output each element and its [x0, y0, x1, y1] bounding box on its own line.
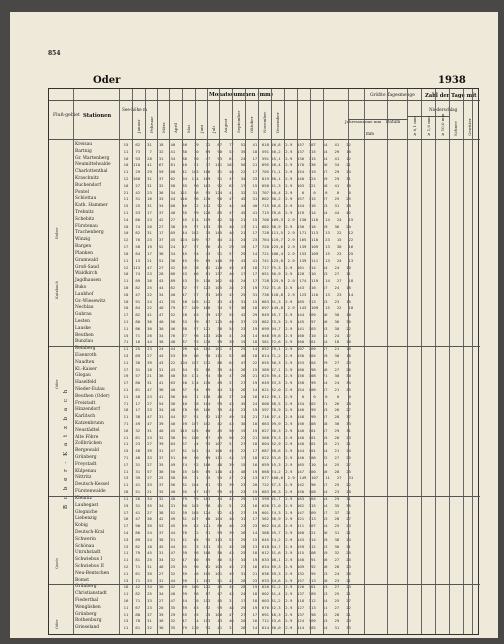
- month-label: April: [173, 123, 178, 133]
- basin-label-bober-katzbach: B o b e r - K a t z b a c h: [63, 387, 69, 509]
- column-rule: [195, 89, 196, 634]
- station-name: Jagdhausen: [75, 278, 101, 284]
- column-rule: [297, 89, 298, 634]
- station-name: Kath. Hammer: [75, 203, 108, 209]
- station-values: 10 84 17 36 34 45 54 43 91 57 29 14 721 106,4 2.9 153 109 15 23 25: [119, 250, 354, 256]
- station-values: 11 23 27 39 84 67 44 93 107 51 27 18 604 82,9 2.9 140 101 15 21 21: [119, 441, 351, 447]
- station-values: 19 31 35 34 31 80 103 98 41 51 22 16 620 71,0 2.9 162 115 14 35 35: [119, 502, 351, 508]
- table-row: [49, 598, 478, 605]
- station-values: 11 30 39 43 122 104 107 132 86 64 47 22 655 80,3 2.9 153 104 29 27 23: [119, 359, 351, 365]
- document-page: [10, 12, 498, 638]
- station-values: 13 78 31 36 32 47 74 113 43 46 20 16 711 33,6 2.9 124 109 13 29 23: [119, 618, 351, 624]
- station-name: Deutsch-Kessel: [75, 482, 110, 488]
- column-rule: [421, 89, 422, 634]
- station-name: Schebitz: [75, 216, 95, 222]
- station-values: 14 80 24 37 44 76 72 91 99 39 26 14 588 95,7 2.9 160 121 16 31 21: [119, 529, 351, 535]
- station-name: Nechlau: [75, 305, 94, 311]
- page-number: 854: [48, 50, 61, 57]
- column-rule: [73, 89, 74, 634]
- column-rule: [323, 89, 324, 634]
- station-name: Planken: [75, 250, 93, 256]
- station-name: Kobig: [75, 523, 88, 529]
- station-name: Neumittelwalde: [75, 162, 111, 168]
- column-rule: [132, 89, 133, 634]
- station-name: Kleinitz: [75, 495, 92, 501]
- station-values: 71 17 27 54 36 40 38 104 99 43 45 24 600 88,5 2.9 134 102 21 26 28: [119, 400, 351, 406]
- station-values: 11 53 17 37 48 85 99 128 85 47 45 41 715 78,6 2.9 119 114 14 44 42: [119, 210, 351, 216]
- table-row: [49, 510, 478, 517]
- station-name: Gramwald: [75, 257, 98, 263]
- table-row: [49, 496, 478, 503]
- station-values: 11 88 37 39 29 35 45 75 100 47 27 17 691 48,3 2.9 137 98 13 28 21: [119, 611, 351, 617]
- station-values: 15 62 31 18 40 56 79 72 87 77 52 41 618 56,8 2.9 157 107 14 41 32: [119, 142, 351, 147]
- table-row: [49, 346, 478, 353]
- station-name: Grünberg: [75, 611, 97, 617]
- table-row: [49, 401, 478, 408]
- station-values: 10 74 26 27 38 29 97 113 39 40 17 11 682 88,9 2.9 130 116 19 36 20: [119, 223, 351, 229]
- column-header-monatssummen: Monatssummen (mm): [209, 92, 274, 98]
- month-label: Februar: [149, 116, 154, 133]
- month-label: Oktober: [249, 116, 254, 133]
- station-values: 18 17 23 34 48 78 98 106 39 43 23 19 597 78,9 2.9 140 99 13 26 27: [119, 407, 351, 413]
- table-row: [49, 244, 478, 251]
- station-name: Kraschnitz: [75, 176, 99, 182]
- station-values: 12 168 31 37 62 94 114 109 91 47 34 23 819 80,1 2.9 140 124 19 29 31: [119, 176, 351, 182]
- station-values: 11 79 45 31 47 69 98 108 50 43 25 18 612 81,6 2.9 115 108 19 32 25: [119, 550, 351, 556]
- station-name: Schlottau: [75, 196, 97, 202]
- table-row: [49, 618, 478, 625]
- month-label: März: [161, 122, 166, 133]
- table-row: [49, 482, 478, 489]
- year: 1938: [438, 75, 466, 86]
- station-values: 11 61 32 36 35 79 110 92 41 31 28 14 614 36,0 2.9 114 105 14 31 33: [119, 625, 351, 631]
- month-label: November: [262, 111, 267, 133]
- header-rule: [49, 139, 480, 140]
- table-row: [49, 278, 478, 285]
- station-values: 15 71 26 34 76 77 96 113 100 41 24 14 648 59,6 2.9 160 110 13 24 17: [119, 332, 351, 338]
- station-name: Katzenbrunn: [75, 421, 104, 427]
- station-values: 11 38 47 31 44 87 91 92 117 49 31 21 716 97,4 2.9 148 99 17 28 37: [119, 414, 351, 420]
- column-rule: [472, 89, 473, 634]
- station-name: Lesten: [75, 318, 90, 324]
- station-values: 16 71 33 27 47 54 78 113 45 31 17 18 603 81,2 2.9 118 112 14 25 27: [119, 597, 351, 603]
- table-row: [49, 448, 478, 455]
- station-name: Grünberg: [75, 455, 97, 461]
- station-values: 17 41 27 38 52 69 105 124 52 43 27 19 601 74,3 2.9 147 109 17 37 21: [119, 509, 351, 515]
- table-row: [49, 435, 478, 442]
- column-rule: [119, 89, 120, 634]
- table-row: [49, 326, 478, 333]
- station-values: 11 86 30 30 46 38 97 121 38 54 23 19 699 94,7 2.9 141 103 13 30 22: [119, 325, 351, 331]
- table-row: [49, 285, 478, 292]
- station-name: Freistadt: [75, 400, 96, 406]
- station-name: Buko: [75, 284, 87, 290]
- threshold-label: ≥ 1,0 mm: [426, 116, 431, 136]
- station-name: Trachenberg: [75, 230, 104, 236]
- column-rule: [407, 89, 408, 634]
- table-row: [49, 462, 478, 469]
- station-name: Unruhstadt: [75, 550, 101, 556]
- station-name: Lauske: [75, 325, 91, 331]
- station-values: 17 90 39 53 45 59 82 121 86 48 23 23 662 94,8 2.9 111 107 14 25 23: [119, 523, 351, 529]
- table-row: [49, 210, 478, 217]
- station-name: Deutsch-Kral: [75, 529, 105, 535]
- station-name: Zollbrücken: [75, 441, 102, 447]
- column-rule: [182, 89, 183, 634]
- table-row: [49, 523, 478, 530]
- table-row: [49, 557, 478, 564]
- column-header-datum: Datum: [386, 119, 401, 124]
- table-row: [49, 258, 478, 265]
- station-name: Beuthen: [75, 332, 94, 338]
- station-name: Schwerin: [75, 536, 96, 542]
- table-row: [49, 251, 478, 258]
- station-values: 10 82 25 44 62 32 97 123 105 28 27 19 732 71,8 2.9 143 116 17 24 18: [119, 284, 351, 290]
- station-name: Nieder-Eulau: [75, 387, 105, 392]
- table-row: [49, 455, 478, 462]
- table-row: [49, 217, 478, 224]
- station-name: Bomst: [75, 577, 90, 583]
- column-rule: [449, 89, 450, 634]
- station-values: 13 71 33 31 44 69 71 103 51 42 28 23 633 84,6 2.9 157 113 18 23 21: [119, 577, 351, 583]
- table-row: [49, 503, 478, 510]
- station-values: 11 31 16 33 44 110 96 130 90 47 45 31 682 80,2 2.9 157 115 27 25 25: [119, 196, 351, 202]
- column-rule: [157, 89, 158, 634]
- station-values: 13 39 27 25 58 89 31 75 95 47 21 13 677 100,0 2.9 149 107 11 27 31: [119, 475, 354, 481]
- station-values: 11 48 23 41 56 40 71 118 48 37 24 16 612 76,1 2.9 0 0 0 0 0: [119, 393, 351, 399]
- sub-basin-label: Bober: [54, 227, 59, 239]
- station-values: 17 31 27 35 49 74 92 106 48 39 15 16 659 55,3 2.9 165 110 14 25 27: [119, 461, 351, 467]
- station-values: 13 82 18 45 44 91 73 111 51 45 28 13 618 84,7 2.9 159 112 13 30 31: [119, 543, 351, 549]
- station-name: Grünberg: [75, 584, 97, 590]
- precipitation-table: [48, 88, 479, 635]
- station-name: Pontel: [75, 189, 90, 195]
- station-values: 17 31 18 31 43 84 92 88 39 44 26 15 589 57,1 2.9 160 98 16 27 26: [119, 366, 351, 372]
- table-row: [49, 367, 478, 374]
- table-row: [49, 305, 478, 312]
- station-name: Gr.-Wiesewitz: [75, 298, 106, 304]
- header-rule: [348, 119, 407, 120]
- extra-column-label: Schnee: [453, 121, 458, 136]
- column-rule: [284, 89, 285, 634]
- column-header-jahressumme: Jahressumme mm: [345, 119, 382, 124]
- table-row: [49, 265, 478, 272]
- table-row: [49, 625, 478, 632]
- station-values: 71 49 47 39 40 59 107 102 42 43 30 18 663 99,9 2.9 156 108 18 30 33: [119, 421, 351, 427]
- station-values: 12 70 23 37 45 124 109 97 44 24 24 23 764 119,7 2.9 165 110 23 15 22: [119, 237, 354, 243]
- table-row: [49, 230, 478, 237]
- table-row: [49, 584, 478, 591]
- station-name: Eisenroth: [75, 352, 97, 358]
- column-rule: [310, 89, 311, 634]
- station-name: Neu-Bentschen: [75, 570, 110, 576]
- table-row: [49, 333, 478, 340]
- sub-basin-label: Katzbach: [54, 281, 59, 299]
- station-name: Winzig: [75, 237, 91, 243]
- station-values: 11 29 29 59 100 41 103 106 51 48 22 17 705 71,1 2.9 154 119 17 29 24: [119, 169, 351, 175]
- threshold-label: ≥ 10,0 mm: [440, 113, 445, 136]
- station-values: 16 32 31 40 45 115 105 60 45 50 19 19 627 66,3 2.9 140 101 17 29 31: [119, 427, 351, 433]
- month-label: Januar: [136, 119, 141, 133]
- table-row: [49, 292, 478, 299]
- station-values: 18 42 34 30 42 59 100 122 45 45 28 19 620 81,2 2.9 120 101 13 27 23: [119, 584, 351, 590]
- table-row: [49, 428, 478, 435]
- month-label: Juni: [199, 124, 204, 133]
- column-rule: [219, 89, 220, 634]
- station-values: 10 84 22 40 79 77 109 168 34 57 36 18 697 145,8 2.9 143 109 15 22 18: [119, 305, 354, 311]
- month-label: August: [223, 118, 228, 133]
- table-row: [49, 387, 478, 394]
- threshold-label: ≥ 0,1 mm: [412, 116, 417, 136]
- station-values: 15 48 39 31 47 81 101 74 106 45 22 17 687 88,6 2.9 144 101 14 21 24: [119, 448, 351, 454]
- column-rule: [207, 89, 208, 634]
- table-row: [49, 162, 478, 169]
- sub-basin-label: Queis: [54, 558, 59, 569]
- table-row: [49, 142, 478, 149]
- column-header-stationen: Stationen: [83, 113, 112, 119]
- station-values: 10 47 22 34 40 47 57 53 163 42 25 31 736 118,8 2.9 123 110 13 23 14: [119, 291, 354, 297]
- table-row: [49, 156, 478, 163]
- column-header-niederschlag: Niederschlag: [429, 107, 458, 112]
- header-rule: [132, 100, 323, 101]
- table-row: [49, 169, 478, 176]
- table-row: [49, 407, 478, 414]
- station-values: 17 58 19 52 24 47 57 96 41 29 19 17 720 125,6 2.9 139 109 13 30 16: [119, 244, 354, 250]
- station-values: 11 81 23 32 36 91 100 87 49 50 22 21 568 79,3 2.9 140 101 15 28 23: [119, 434, 351, 440]
- station-values: 11 80 36 40 56 63 59 87 125 40 37 23 682 75,5 2.9 145 97 16 36 30: [119, 318, 351, 324]
- station-name: Bartnig: [75, 148, 92, 154]
- station-values: 11 81 25 34 32 47 80 89 40 52 34 19 633 98,1 2.9 140 91 16 27 24: [119, 557, 351, 563]
- station-values: 71 16 44 38 48 87 93 138 59 39 19 18 581 72,6 2.9 160 101 14 18 16: [119, 339, 351, 345]
- station-values: 17 82 41 47 52 28 63 79 137 55 42 29 649 85,7 2.9 144 109 16 30 18: [119, 312, 351, 318]
- station-name: Fiederthal: [75, 597, 99, 603]
- station-values: 16 47 36 42 49 81 107 68 104 40 31 17 562 66,9 2.9 121 113 13 28 27: [119, 516, 351, 522]
- station-name: Bargen: [75, 244, 92, 250]
- station-name: Hinzendorf: [75, 407, 100, 413]
- table-row: [49, 299, 478, 306]
- month-label: September: [236, 110, 241, 133]
- station-values: 11 73 7 32 41 80 70 69 90 52 39 18 591 56,2 2.9 137 115 14 29 16: [119, 148, 351, 154]
- table-row: [49, 537, 478, 544]
- station-name: Gubrau: [75, 312, 92, 318]
- column-header-zahl-der-tage: Zahl der Tage mit: [425, 93, 477, 99]
- column-header-groesste-tagesmenge: Größte Tagesmenge: [370, 93, 415, 98]
- station-values: 18 51 21 35 40 95 67 107 99 45 23 19 683 96,3 2.9 150 108 14 23 28: [119, 489, 351, 495]
- station-name: Neustädtel: [75, 427, 100, 433]
- table-row: [49, 319, 478, 326]
- column-rule: [169, 89, 170, 634]
- station-values: 12 71 31 46 25 65 90 62 105 45 27 16 634 89,3 2.9 109 92 16 28 23: [119, 563, 351, 569]
- station-name: Buchendorf: [75, 182, 101, 188]
- column-rule: [258, 89, 259, 634]
- column-rule: [364, 89, 365, 634]
- month-label: Dezember: [275, 112, 280, 133]
- station-name: Wenglishen: [75, 604, 101, 610]
- station-name: Kreisau: [75, 142, 93, 147]
- table-row: [49, 190, 478, 197]
- station-name: Gr. Wartenberg: [75, 155, 110, 161]
- column-rule: [145, 89, 146, 634]
- table-row: [49, 149, 478, 156]
- station-values: 12 113 47 27 42 65 38 82 120 49 47 18 717 75,3 2.9 161 114 14 24 10: [119, 264, 351, 270]
- station-values: 11 41 33 37 56 81 104 81 93 39 23 20 722 87,3 2.9 142 96 17 25 22: [119, 482, 351, 488]
- table-row: [49, 183, 478, 190]
- station-values: 11 82 25 34 40 69 98 87 47 43 24 18 602 81,4 2.9 137 109 13 25 21: [119, 591, 351, 597]
- station-name: Haselfeld: [75, 380, 97, 386]
- station-name: Waldkirch: [75, 271, 98, 277]
- station-values: 10 27 31 32 58 85 90 103 92 62 17 15 650 51,3 2.9 103 121 18 41 19: [119, 182, 351, 188]
- station-values: 71 48 33 37 51 56 90 89 111 43 17 18 622 63,6 2.9 140 106 22 27 25: [119, 455, 351, 461]
- station-values: 11 61 39 27 32 39 48 105 101 49 31 21 636 89,3 2.9 132 95 13 24 26: [119, 570, 351, 576]
- column-rule: [232, 89, 233, 634]
- station-values: 13 89 24 38 51 51 65 95 113 52 29 15 645 74,2 2.9 143 114 19 38 24: [119, 536, 351, 542]
- station-name: Bunzlau: [75, 339, 94, 345]
- station-name: Liebenzig: [75, 516, 97, 522]
- station-name: Naudten: [75, 359, 95, 365]
- station-values: 11 25 23 24 44 99 64 104 101 41 25 14 652 79,1 2.9 107 109 17 21 19: [119, 346, 351, 352]
- table-row: [49, 421, 478, 428]
- column-rule: [435, 89, 436, 634]
- table-row: [49, 544, 478, 551]
- sub-basin-label: Oder: [54, 379, 59, 389]
- sub-basin-label: Oder: [54, 619, 59, 629]
- station-name: Freystadt: [75, 461, 97, 467]
- table-row: [49, 414, 478, 421]
- column-rule: [387, 89, 388, 634]
- column-rule: [271, 89, 272, 634]
- table-row: [49, 237, 478, 244]
- table-row: [49, 196, 478, 203]
- column-rule: [245, 89, 246, 634]
- station-name: Karlitsch: [75, 414, 96, 420]
- table-row: [49, 380, 478, 387]
- station-name: Schwiebus I: [75, 557, 103, 563]
- station-name: Kl.-Kaiser: [75, 366, 97, 372]
- station-name: Bergewald: [75, 448, 99, 454]
- station-name: Charlottenthal: [75, 169, 108, 175]
- table-row: [49, 530, 478, 537]
- station-values: 11 81 47 36 40 87 94 89 44 33 26 14 621 82,0 2.9 154 106 17 21 25: [119, 387, 351, 392]
- station-name: Christianstadt: [75, 591, 107, 597]
- station-values: 21 42 23 36 34 121 56 95 124 41 32 31 707 50,4 2.9 0 0 0 0 0: [119, 189, 351, 195]
- table-row: [49, 271, 478, 278]
- group-rule: [49, 496, 480, 497]
- station-values: 11 31 57 36 50 55 105 69 110 43 48 19 668 74,2 2.9 147 100 16 28 25: [119, 468, 351, 474]
- table-row: [49, 591, 478, 598]
- extra-column-label: Gewitter: [467, 118, 472, 136]
- station-name: Groß-Sand: [75, 264, 99, 270]
- station-values: 10 93 28 31 34 88 50 47 93 61 24 17 591 55,1 2.9 130 115 14 41 12: [119, 155, 351, 161]
- group-rule: [49, 346, 480, 347]
- table-row: [49, 353, 478, 360]
- table-row: [49, 312, 478, 319]
- group-rule: [49, 584, 480, 585]
- station-name: Laubegast: [75, 502, 99, 508]
- station-name: Schwiebus II: [75, 563, 104, 569]
- station-name: Külpenau: [75, 468, 97, 474]
- station-values: 10 91 24 41 35 58 105 142 43 43 31 15 663 81,3 2.9 185 113 13 23 15: [119, 298, 351, 304]
- station-values: 10 74 23 28 66 53 66 81 137 40 17 17 651 80,9 2.9 128 110 13 27 11: [119, 271, 351, 277]
- header-rule: [407, 100, 480, 101]
- table-row: [49, 612, 478, 619]
- station-name: Trebnitz: [75, 210, 94, 216]
- month-label: Mai: [186, 125, 191, 133]
- column-header-mm: mm: [366, 131, 374, 136]
- station-name: Glogau: [75, 373, 91, 379]
- station-values: 10 82 31 17 105 44 102 75 145 46 21 17 728 111,5 2.9 171 113 13 22 12: [119, 230, 354, 236]
- table-row: [49, 564, 478, 571]
- station-values: 11 67 23 28 35 39 63 52 99 48 29 19 670 52,3 2.9 127 113 11 27 22: [119, 604, 351, 610]
- table-row: [49, 203, 478, 210]
- station-values: 15 25 31 34 100 46 32 142 92 44 44 40 715 56,8 2.9 144 116 13 31 28: [119, 203, 351, 209]
- station-name: Fürstenau: [75, 223, 98, 229]
- station-values: 13 69 27 44 53 89 86 98 111 52 48 18 614 71,2 2.9 150 104 19 30 18: [119, 352, 351, 358]
- table-row: [49, 605, 478, 612]
- station-name: Beuthen (Oder): [75, 393, 110, 399]
- column-header-seehoehe: See-höhe m: [122, 107, 147, 112]
- station-values: 11 13 21 51 36 45 59 89 140 39 43 41 741 125,8 2.9 139 111 13 24 13: [119, 257, 354, 263]
- station-values: 11 89 26 43 89 53 79 110 162 48 24 17 728 125,9 2.9 174 119 14 27 18: [119, 278, 354, 284]
- station-name: Grieseland: [75, 625, 100, 631]
- station-name: Laubhof: [75, 291, 94, 297]
- table-row: [49, 176, 478, 183]
- table-row: [49, 394, 478, 401]
- table-row: [49, 373, 478, 380]
- station-name: Glogniche: [75, 509, 98, 515]
- station-values: 19 57 21 36 40 85 111 94 50 47 28 21 625 69,4 2.9 150 108 21 30 30: [119, 373, 351, 379]
- station-name: Schönau: [75, 543, 95, 549]
- station-name: Alte Föhre: [75, 434, 99, 440]
- station-name: Reinberg: [75, 346, 96, 352]
- table-row: [49, 550, 478, 557]
- table-row: [49, 224, 478, 231]
- table-row: [49, 441, 478, 448]
- river-name: Oder: [93, 75, 121, 86]
- column-header-fluss-gebiet: Fluß-gebiet: [53, 113, 80, 118]
- column-rule: [463, 89, 464, 634]
- column-rule: [348, 89, 349, 634]
- station-values: 14 60 23 42 27 55 114 119 42 38 21 15 700 109,3 2.9 130 110 14 24 15: [119, 216, 354, 222]
- station-name: Rothenburg: [75, 618, 102, 624]
- station-values: 11 26 34 32 48 79 95 103 44 43 29 15 599 91,7 2.9 163 104 14 29 31: [119, 495, 351, 501]
- table-row: [49, 516, 478, 523]
- table-row: [49, 475, 478, 482]
- station-name: Fürstenwalde: [75, 489, 106, 495]
- station-values: 17 80 31 41 63 50 114 110 49 31 27 19 649 83,3 2.9 158 99 14 24 34: [119, 380, 351, 386]
- table-row: [49, 360, 478, 367]
- station-values: 10 110 41 67 81 10 51 77 111 102 50 21 695 58,4 2.9 170 136 16 34 21: [119, 162, 351, 168]
- month-label: Juli: [211, 126, 216, 133]
- table-row: [49, 469, 478, 476]
- station-name: Nittritz: [75, 475, 92, 481]
- table-row: [49, 571, 478, 578]
